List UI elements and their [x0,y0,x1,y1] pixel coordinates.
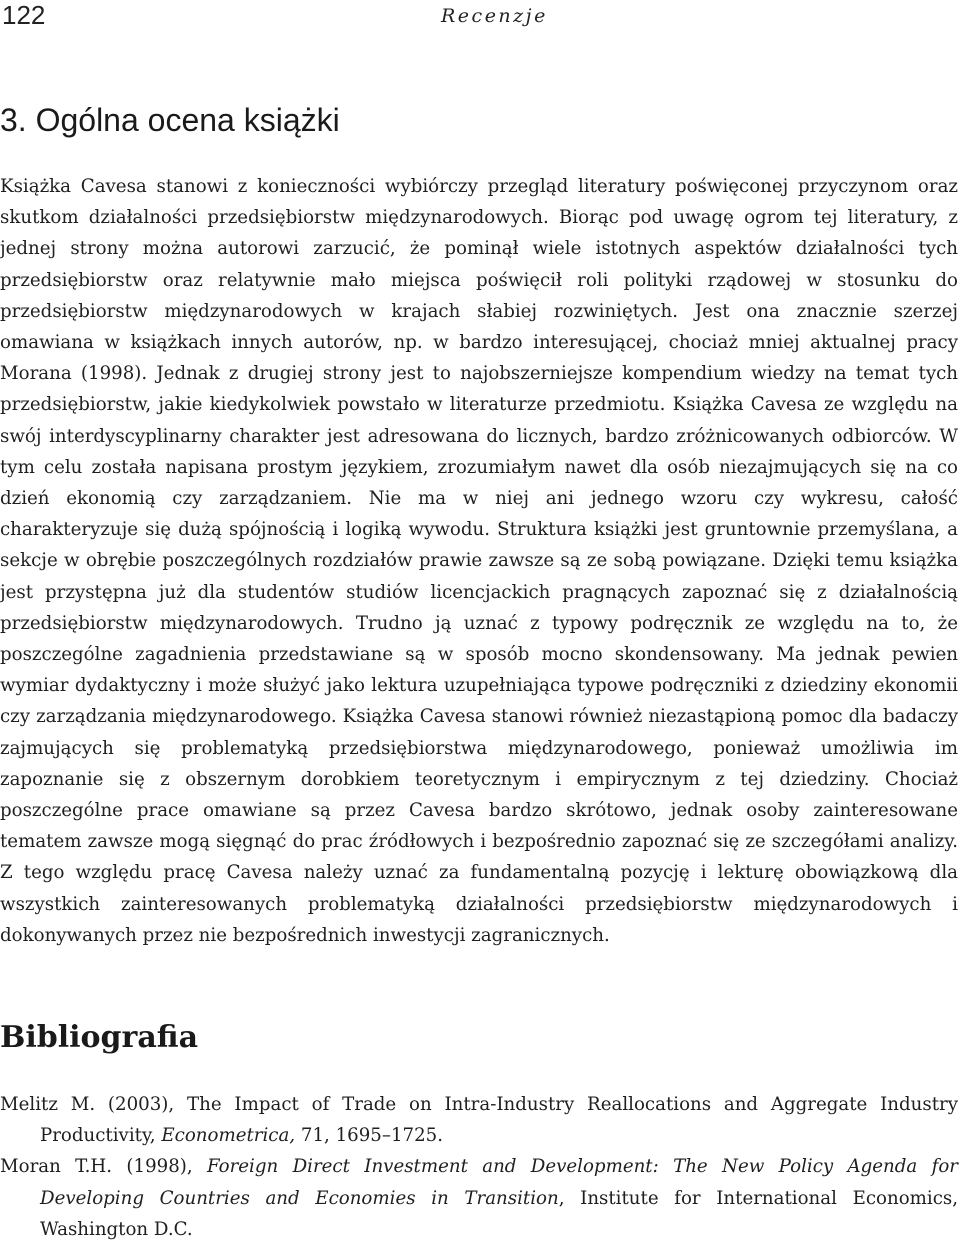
running-header [0,0,960,40]
running-title: Recenzje [441,5,548,27]
bibliography-list [0,1089,958,1245]
bibliography-entry-melitz [0,1089,958,1151]
bib-entry-text: , Institute for International Economics, Washington D.C. [40,1187,959,1240]
body-paragraph: Książka Cavesa stanowi z konieczności wybiórczy przegląd literatury poświęconej przyczynom oraz skutkom działalności przedsiębiorstw międzynarodowych. Biorąc pod uwagę ogrom tej literatury, z jednej strony można autorowi zarzucić, że pominął wiele istotnych aspektów działalności tych przedsiębiorstw oraz relatywnie mało miejsca poświęcił roli polityki rządowej w stosunku do przedsiębiorstw międzynarodowych w krajach słabiej rozwiniętych. Jest ona znacznie szerzej omawiana w książkach innych autorów, np. w bardzo interesującej, chociaż mniej aktualnej pracy Morana (1998). Jednak z drugiej strony jest to najobszerniejsze kompendium wiedzy na temat tych przedsiębiorstw, jakie kiedykolwiek powstało w literaturze przedmiotu. Książka Cavesa ze względu na swój interdyscyplinarny charakter jest adresowana do licznych, bardzo zróżnicowanych odbiorców. W tym celu została napisana prostym językiem, zrozumiałym nawet dla osób niezajmujących się na co dzień ekonomią czy zarządzaniem. Nie ma w niej ani jednego wzoru czy wykresu, całość charakteryzuje się dużą spójnością i logiką wywodu. Struktura książki jest gruntownie przemyślana, a sekcje w obrębie poszczególnych rozdziałów prawie zawsze są ze sobą powiązane. Dzięki temu książka jest przystępna już dla studentów studiów licencjackich pragnących zapoznać się z działalnością przedsiębiorstw międzynarodowych. Trudno ją uznać z typowy podręcznik ze względu na to, że poszczególne zagadnienia przedstawiane są w sposób mocno skondensowany. Ma jednak pewien wymiar dydaktyczny i może służyć jako lektura uzupełniająca typowe podręczniki z dziedziny ekonomii czy zarządzania międzynarodowego. Książka Cavesa stanowi również niezastąpioną pomoc dla badaczy zajmujących się problematyką przedsiębiorstwa międzynarodowego, ponieważ umożliwia im zapoznanie się z obszernym dorobkiem teoretycznym i empirycznym z tej dziedziny. Chociaż poszczególne prace omawiane są przez Cavesa bardzo skrótowo, jednak osoby zainteresowane tematem zawsze mogą sięgnąć do prac źródłowych i bezpośrednio zapoznać się ze szczegółami analizy. Z tego względu pracę Cavesa należy uznać za fundamentalną pozycję i lekturę obowiązkową dla wszystkich zainteresowanych problematyką działalności przedsiębiorstw międzynarodowych i dokonywanych przez nie bezpośrednich inwestycji zagranicznych. [0,176,958,946]
bib-entry-journal: Econometrica, [161,1125,296,1147]
bib-entry-book-title: Foreign Direct Investment and Development: The New Policy Agenda for Developing Countries and Economies in Transition [40,1156,958,1209]
page-number: 122 [2,0,46,30]
section-heading: 3. Ogólna ocena książki [0,102,340,138]
bibliography-entry-moran [0,1151,958,1245]
bib-entry-text: Melitz M. (2003), The Impact of Trade on Intra-Industry Reallocations and Aggregate Industry Productivity, [0,1094,958,1147]
bib-entry-text: 71, 1695–1725. [295,1125,444,1147]
bib-entry-text: Moran T.H. (1998), [0,1156,208,1178]
bibliography-heading: Bibliografia [0,1020,199,1055]
